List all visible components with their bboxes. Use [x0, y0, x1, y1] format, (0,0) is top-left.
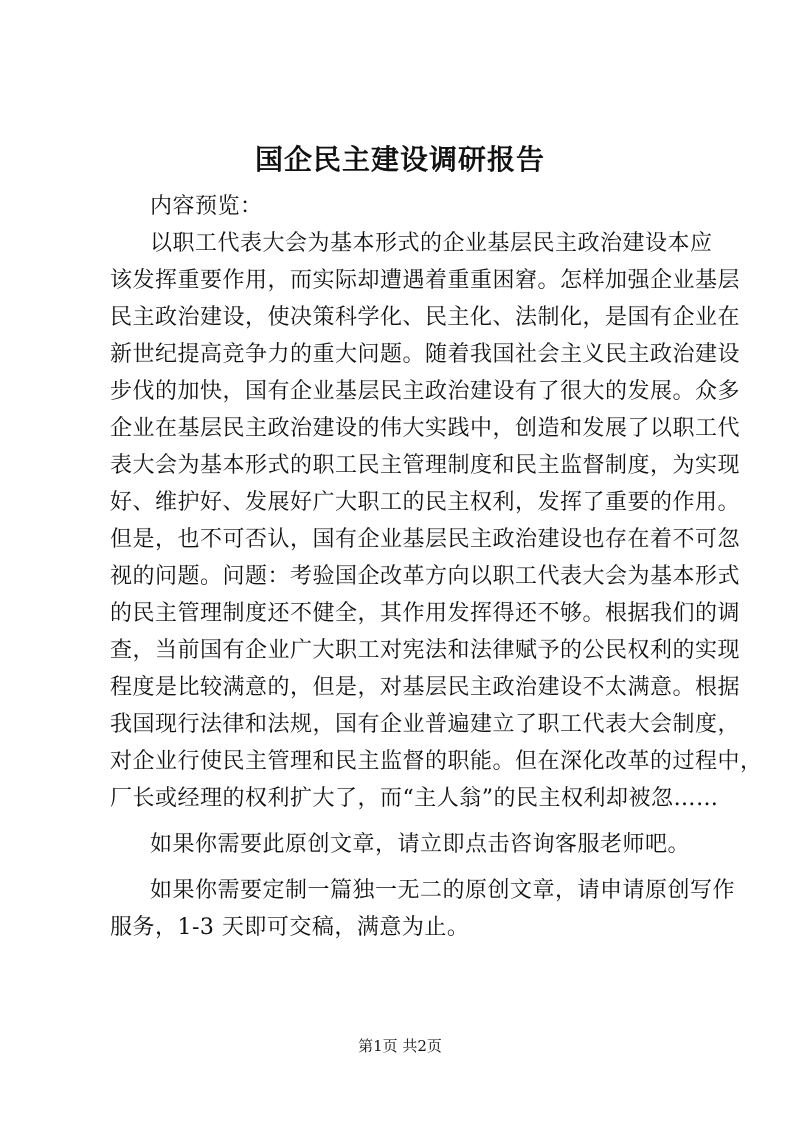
body-line: 企业在基层民主政治建设的伟大实践中，创造和发展了以职工代 — [110, 416, 741, 441]
body-line: 表大会为基本形式的职工民主管理制度和民主监督制度，为实现 — [110, 453, 741, 478]
body-line: 视的问题。问题：考验国企改革方向以职工代表大会为基本形式 — [110, 564, 741, 589]
body-line: 该发挥重要作用，而实际却遭遇着重重困窘。怎样加强企业基层 — [110, 268, 741, 293]
body-line: 的民主管理制度还不健全，其作用发挥得还不够。根据我们的调 — [110, 601, 741, 626]
body-line: 程度是比较满意的，但是，对基层民主政治建设不太满意。根据 — [110, 675, 741, 700]
body-line: 厂长或经理的权利扩大了，而“主人翁”的民主权利却被忽…… — [110, 786, 719, 811]
preview-label: 内容预览： — [150, 194, 263, 219]
body-line: 但是，也不可否认，国有企业基层民主政治建设也存在着不可忽 — [110, 527, 741, 552]
document-title: 国企民主建设调研报告 — [254, 143, 545, 176]
body-line: 查，当前国有企业广大职工对宪法和法律赋予的公民权利的实现 — [110, 638, 741, 663]
body-line: 对企业行使民主管理和民主监督的职能。但在深化改革的过程中， — [110, 749, 763, 774]
body-line: 新世纪提高竞争力的重大问题。随着我国社会主义民主政治建设 — [110, 342, 741, 367]
notice-line: 如果你需要此原创文章，请立即点击咨询客服老师吧。 — [150, 832, 691, 857]
body-line: 步伐的加快，国有企业基层民主政治建设有了很大的发展。众多 — [110, 379, 741, 404]
body-line: 民主政治建设，使决策科学化、民主化、法制化，是国有企业在 — [110, 305, 741, 330]
notice-line: 服务，1-3 天即可交稿，满意为止。 — [110, 915, 470, 940]
body-line: 以职工代表大会为基本形式的企业基层民主政治建设本应 — [150, 231, 713, 256]
body-line: 好、维护好、发展好广大职工的民主权利，发挥了重要的作用。 — [110, 490, 741, 515]
body-line: 我国现行法律和法规，国有企业普遍建立了职工代表大会制度， — [110, 712, 741, 737]
notice-line: 如果你需要定制一篇独一无二的原创文章，请申请原创写作 — [150, 878, 736, 903]
page-footer: 第1页 共2页 — [358, 1037, 442, 1055]
